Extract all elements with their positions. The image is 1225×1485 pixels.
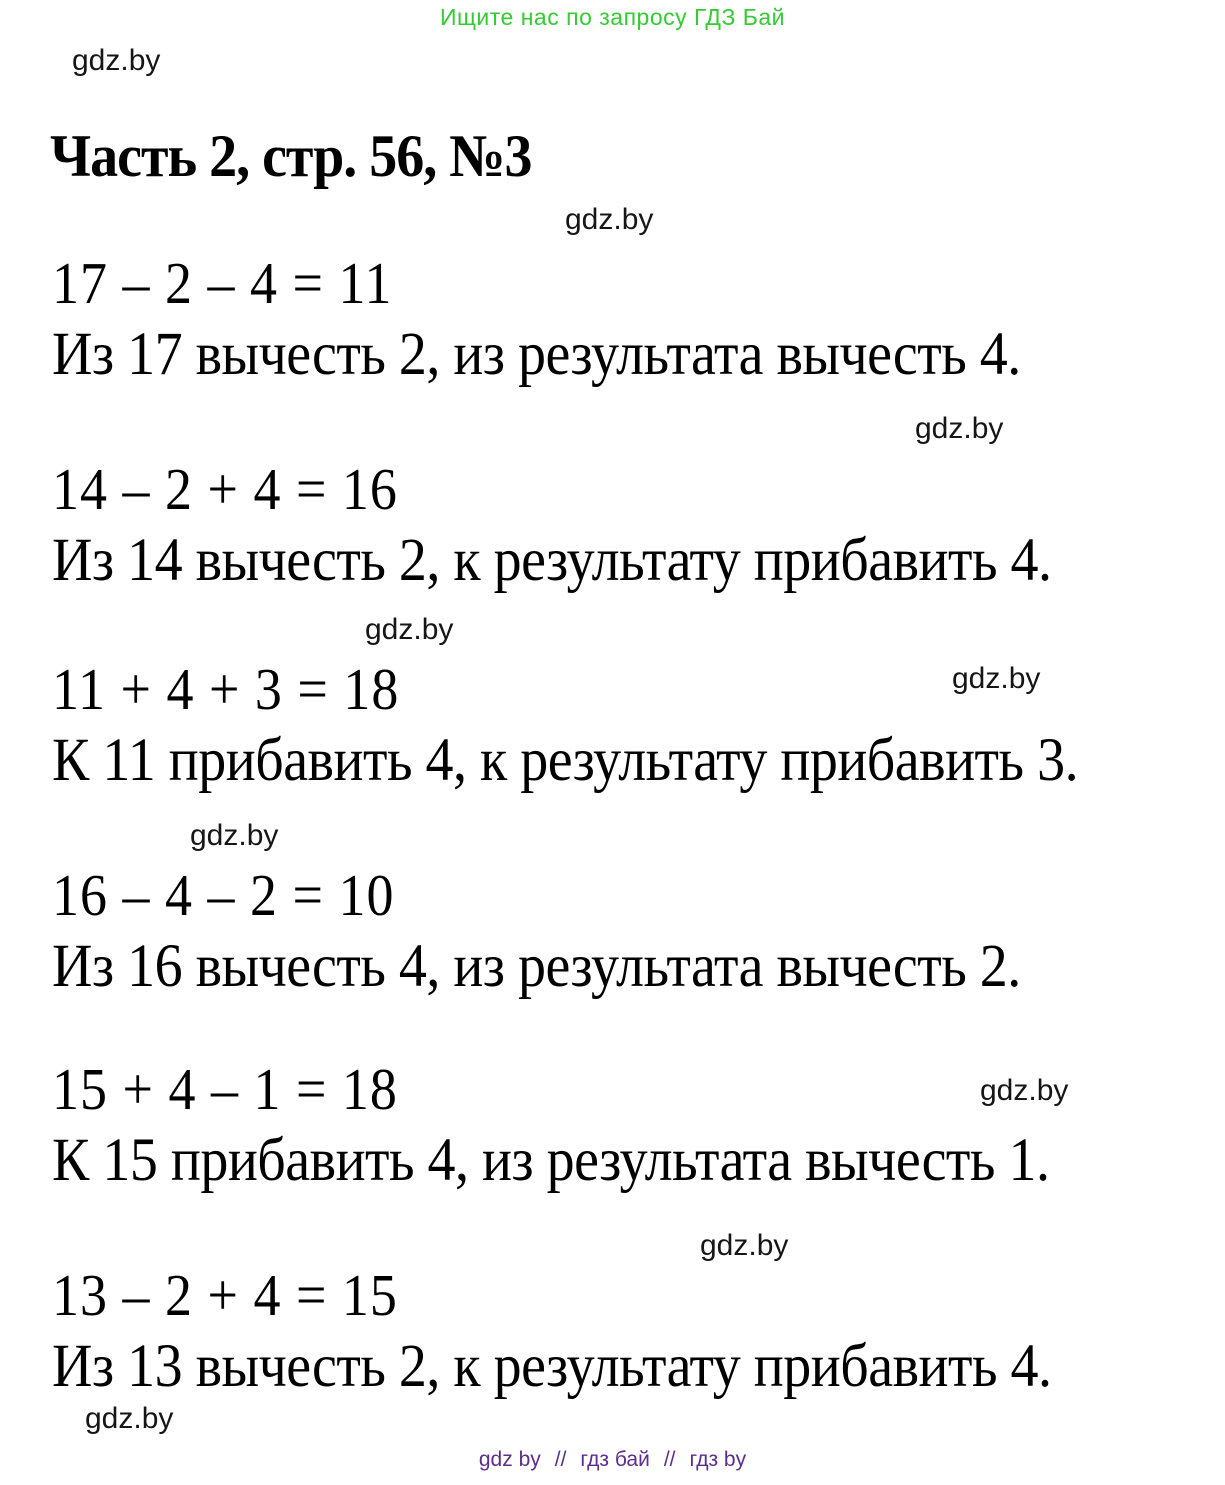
gdz-watermark: gdz.by (365, 613, 454, 646)
equation: 15 + 4 – 1 = 18 (52, 1056, 398, 1122)
gdz-watermark: gdz.by (72, 44, 161, 77)
explanation: Из 17 вычесть 2, из результата вычесть 4. (52, 320, 1021, 389)
footer-separator: // (663, 1448, 676, 1471)
problem-block (52, 656, 1079, 795)
footer-links (0, 1448, 1225, 1472)
footer-link-gdz-by[interactable]: gdz by (478, 1448, 541, 1471)
explanation: К 11 прибавить 4, к результату прибавить 3. (52, 726, 1079, 795)
footer-separator: // (554, 1448, 567, 1471)
problem-block (52, 862, 1021, 1001)
gdz-watermark: gdz.by (85, 1402, 174, 1435)
problem-block (52, 456, 1052, 595)
gdz-watermark: gdz.by (700, 1229, 789, 1262)
explanation: Из 14 вычесть 2, к результату прибавить 4. (52, 526, 1052, 595)
footer-link-gdz-by-2[interactable]: гдз by (689, 1448, 747, 1471)
problem-block (52, 1262, 1052, 1401)
explanation: Из 13 вычесть 2, к результату прибавить 4. (52, 1332, 1052, 1401)
explanation: Из 16 вычесть 4, из результата вычесть 2. (52, 932, 1021, 1001)
explanation: К 15 прибавить 4, из результата вычесть 1. (52, 1126, 1050, 1195)
equation: 13 – 2 + 4 = 15 (52, 1262, 398, 1328)
gdz-watermark: gdz.by (915, 412, 1004, 445)
promo-banner-text: Ищите нас по запросу ГДЗ Бай (439, 4, 786, 30)
page-title: Часть 2, стр. 56, №3 (50, 123, 532, 191)
gdz-watermark: gdz.by (980, 1074, 1069, 1107)
equation: 14 – 2 + 4 = 16 (52, 456, 398, 522)
problem-block (52, 250, 1021, 389)
gdz-watermark: gdz.by (565, 203, 654, 236)
gdz-watermark: gdz.by (190, 819, 279, 852)
equation: 17 – 2 – 4 = 11 (52, 250, 393, 316)
footer-link-gdz-bai[interactable]: гдз бай (580, 1448, 650, 1471)
gdz-watermark: gdz.by (952, 662, 1041, 695)
equation: 16 – 4 – 2 = 10 (52, 862, 395, 928)
equation: 11 + 4 + 3 = 18 (52, 656, 400, 722)
problem-block (52, 1056, 1050, 1195)
